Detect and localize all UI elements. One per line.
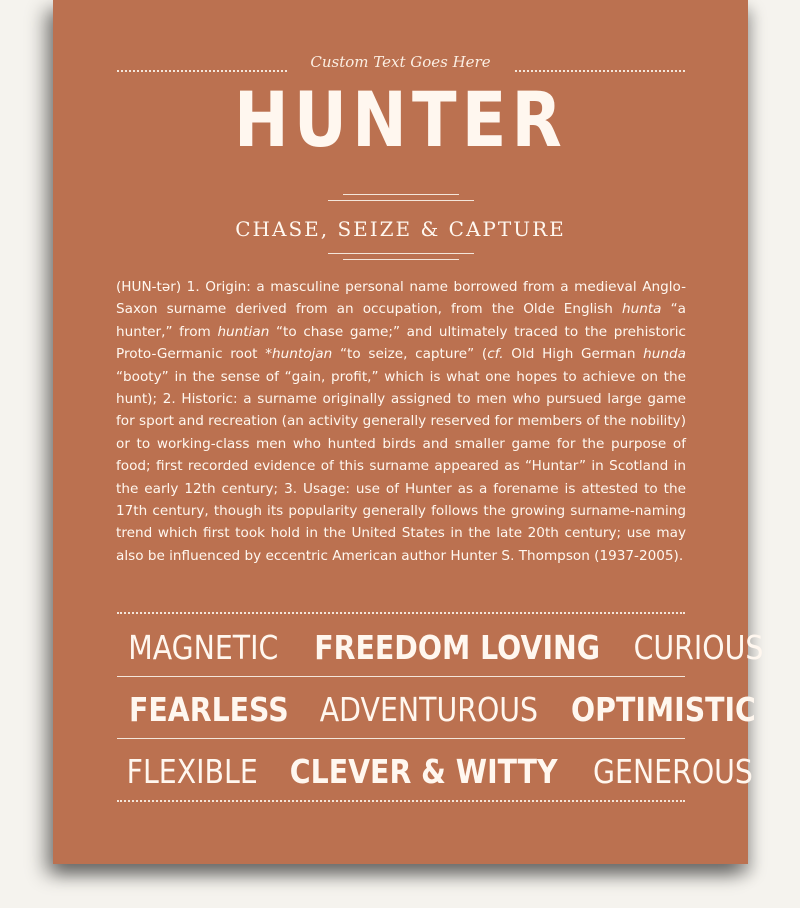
name-poster	[53, 0, 764, 864]
name-title: HUNTER	[233, 75, 567, 164]
definition-term: *huntojan	[265, 346, 333, 363]
title-rule-top	[343, 194, 459, 195]
definition-text: “to seize, capture” (	[332, 346, 488, 363]
definition-text: Old High German	[503, 346, 644, 363]
trait-word: CLEVER & WITTY	[290, 751, 559, 791]
dotted-divider-traits-bottom	[117, 800, 685, 802]
trait-word: FEARLESS	[128, 689, 289, 729]
trait-row-3	[116, 750, 753, 792]
trait-row-1	[116, 626, 764, 668]
trait-word: GENEROUS	[592, 751, 753, 791]
trait-word: FLEXIBLE	[126, 751, 258, 791]
definition-term: hunta	[621, 301, 662, 318]
trait-word: MAGNETIC	[128, 627, 279, 667]
definition-text: (HUN-tər) 1. Origin: a masculine personal name borrowed from a medieval Anglo-Saxon surname derived from an occupation, from the Olde English	[116, 279, 686, 318]
meaning-rule-bottom	[343, 259, 459, 260]
custom-text: Custom Text Goes Here	[310, 53, 491, 71]
trait-rule-2	[117, 738, 685, 739]
definition-term: huntian	[217, 323, 270, 340]
definition-term: hunda	[643, 346, 686, 363]
trait-word: FREEDOM LOVING	[313, 627, 600, 667]
trait-rule-1	[117, 676, 685, 677]
trait-word: CURIOUS	[633, 627, 764, 667]
title-rule-bottom	[328, 200, 474, 201]
name-meaning: CHASE, SEIZE & CAPTURE	[235, 217, 566, 241]
definition-text: “to chase game;” and ultimately traced to the prehistoric Proto-Germanic root	[116, 323, 686, 363]
definition-text: “booty” in the sense of “gain, profit,” which is what one hopes to achieve on the hunt); 2. Historic: a surname originally assigned to men who pursued large game for sport and recreation (an activity generally reserved for members of the nobility) or to working-class men who hunted birds and smaller game for the purpose of food; first recorded evidence of this surname appeared as “Huntar” in Scotland in the early 12th century; 3. Usage: use of Hunter as a forename is attested to the 17th century, though its popularity generally follows the growing surname-naming trend which first took hold in the United States in the late 20th century; use may also be influenced by eccentric American author Hunter S. Thompson (1937-2005).	[116, 368, 686, 564]
definition-text: “a hunter,” from	[116, 301, 686, 340]
definition-term: cf.	[487, 346, 504, 363]
trait-word: OPTIMISTIC	[570, 689, 756, 729]
trait-row-2	[116, 688, 756, 730]
dotted-divider-traits-top	[117, 612, 685, 614]
trait-word: ADVENTUROUS	[319, 689, 538, 729]
meaning-rule-top	[328, 253, 474, 254]
name-definition	[116, 276, 686, 567]
